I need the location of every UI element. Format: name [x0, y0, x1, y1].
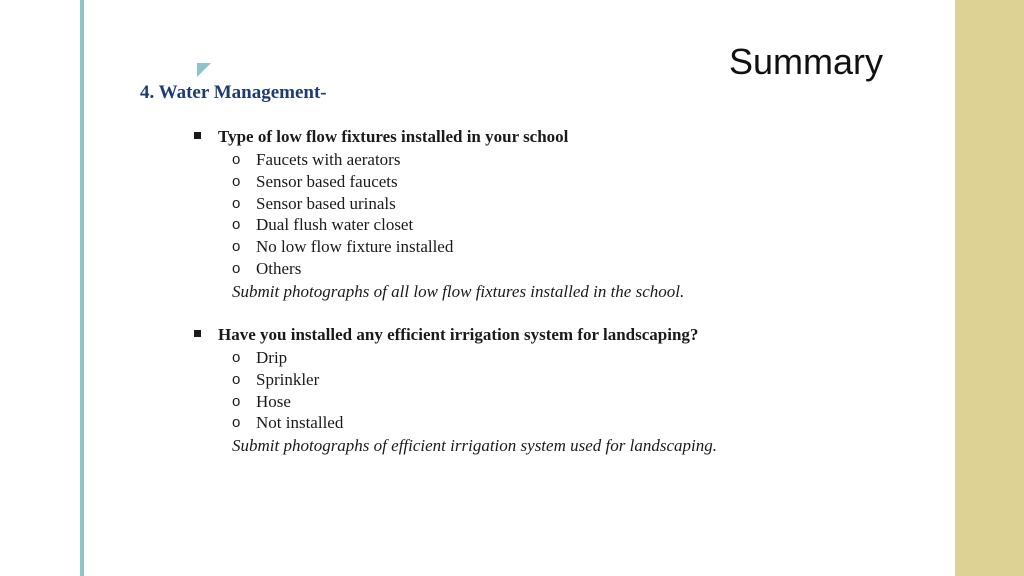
option-label: Sensor based urinals [256, 193, 396, 213]
option-label: Hose [256, 391, 291, 411]
option-item [194, 258, 934, 280]
option-item [194, 369, 934, 391]
question-line [194, 323, 934, 347]
option-item [194, 171, 934, 193]
option-item [194, 347, 934, 369]
option-marker: o [232, 259, 241, 277]
slide-title: Summary [729, 41, 884, 82]
option-marker: o [232, 370, 241, 388]
option-label: Sprinkler [256, 369, 320, 389]
option-marker: o [232, 172, 241, 190]
option-label: No low flow fixture installed [256, 237, 454, 257]
question-irrigation-system [194, 323, 934, 458]
square-bullet-icon [194, 132, 201, 139]
option-label: Drip [256, 348, 288, 367]
section-heading: 4. Water Management- [140, 82, 327, 103]
option-item [194, 214, 934, 236]
option-item [194, 236, 934, 258]
option-label: Others [256, 258, 302, 278]
option-marker: o [232, 194, 241, 212]
question-low-flow-fixtures [194, 125, 934, 304]
option-marker: o [232, 414, 241, 432]
corner-triangle-icon [197, 63, 211, 77]
left-accent-rule [80, 0, 84, 576]
option-label: Faucets with aerators [256, 150, 401, 169]
option-item [194, 391, 934, 413]
question-text: Type of low flow fixtures installed in your school [218, 127, 569, 146]
option-marker: o [232, 392, 241, 410]
photo-submission-note: Submit photographs of all low flow fixtures installed in the school. [232, 281, 685, 301]
square-bullet-icon [194, 330, 201, 337]
option-marker: o [232, 349, 241, 366]
option-label: Sensor based faucets [256, 171, 398, 191]
option-item [194, 412, 934, 434]
photo-submission-note: Submit photographs of efficient irrigation system used for landscaping. [232, 436, 717, 456]
option-label: Dual flush water closet [256, 215, 414, 235]
option-marker: o [232, 151, 241, 168]
option-list [194, 347, 934, 434]
option-list [194, 149, 934, 280]
option-item [194, 149, 934, 171]
option-label: Not installed [256, 413, 344, 433]
right-accent-band [955, 0, 1024, 576]
option-marker: o [232, 238, 241, 256]
option-marker: o [232, 216, 241, 234]
option-item [194, 193, 934, 215]
question-text: Have you installed any efficient irrigation system for landscaping? [218, 325, 699, 344]
question-line [194, 125, 934, 149]
